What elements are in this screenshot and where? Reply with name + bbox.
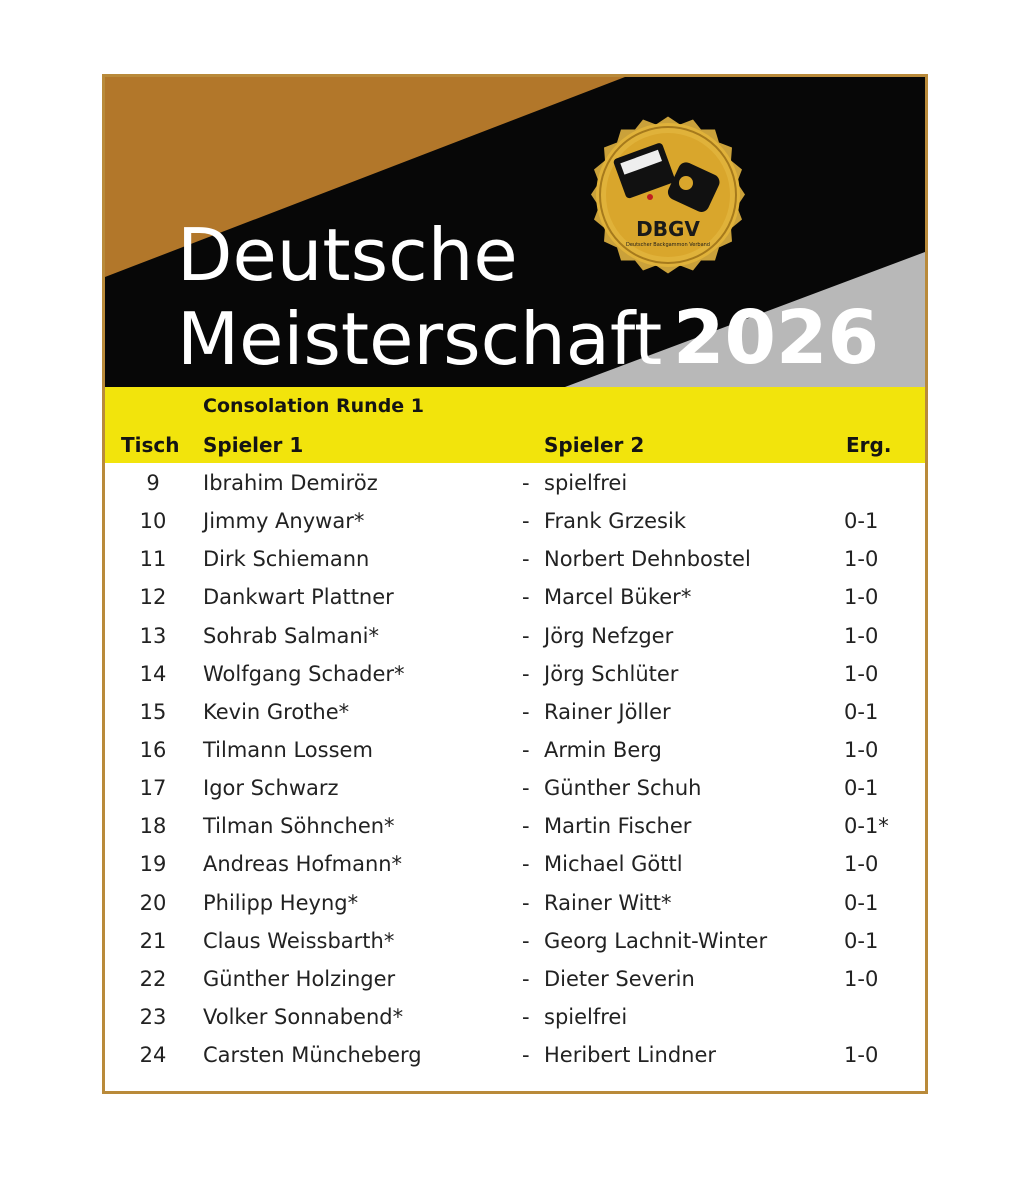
separator: -: [522, 776, 530, 801]
table-number: 14: [139, 661, 167, 686]
separator: -: [522, 699, 530, 724]
table-row: [105, 1039, 925, 1077]
result: 1-0: [844, 585, 879, 610]
table-number: 19: [139, 852, 167, 877]
player2-name: Marcel Büker*: [544, 585, 692, 610]
table-number: 23: [139, 1004, 167, 1029]
result: 1-0: [844, 966, 879, 991]
separator: -: [522, 928, 530, 953]
pairings-table: [105, 467, 925, 1077]
table-row: [105, 620, 925, 658]
table-row: [105, 772, 925, 810]
player1-name: Claus Weissbarth*: [203, 928, 395, 953]
table-row: [105, 467, 925, 505]
player1-name: Volker Sonnabend*: [203, 1004, 404, 1029]
table-number: 18: [139, 814, 167, 839]
table-row: [105, 1001, 925, 1039]
separator: -: [522, 1043, 530, 1068]
table-number: 21: [139, 928, 167, 953]
separator: -: [522, 471, 530, 495]
dbgv-logo-seal: [578, 105, 758, 285]
result: 1-0: [844, 852, 879, 877]
logo-text: DBGV: [636, 217, 700, 241]
table-number: 17: [139, 776, 167, 801]
table-number: 22: [139, 966, 167, 991]
table-row: [105, 734, 925, 772]
player2-name: Norbert Dehnbostel: [544, 547, 751, 572]
table-row: [105, 505, 925, 543]
player2-name: Günther Schuh: [544, 776, 702, 801]
player1-name: Igor Schwarz: [203, 776, 339, 801]
poster-frame: [102, 74, 928, 1094]
player2-name: Jörg Schlüter: [544, 661, 679, 686]
title-line-2: Meisterschaft: [177, 297, 663, 381]
separator: -: [522, 623, 530, 648]
player2-name: Rainer Jöller: [544, 699, 671, 724]
table-number: 11: [139, 547, 167, 572]
result: 0-1: [844, 509, 879, 534]
logo-subtext: Deutscher Backgammon Verband: [626, 242, 710, 248]
table-row: [105, 925, 925, 963]
table-number: 16: [139, 737, 167, 762]
separator: -: [522, 661, 530, 686]
table-row: [105, 581, 925, 619]
player2-name: spielfrei: [544, 1004, 628, 1029]
separator: -: [522, 509, 530, 534]
separator: -: [522, 737, 530, 762]
player1-name: Tilmann Lossem: [203, 737, 373, 762]
player2-name: Frank Grzesik: [544, 509, 686, 534]
title-line-1: Deutsche: [177, 213, 518, 297]
player1-name: Jimmy Anywar*: [203, 509, 365, 534]
player2-name: Armin Berg: [544, 737, 662, 762]
result: 1-0: [844, 1043, 879, 1068]
separator: -: [522, 814, 530, 839]
player2-name: Rainer Witt*: [544, 890, 672, 915]
player2-name: Martin Fischer: [544, 814, 692, 839]
separator: -: [522, 966, 530, 991]
table-number: 13: [139, 623, 167, 648]
result: 1-0: [844, 737, 879, 762]
table-number: 9: [146, 471, 160, 495]
column-header-table: Tisch: [121, 433, 180, 457]
title-year: 2026: [673, 295, 879, 381]
table-row: [105, 696, 925, 734]
player2-name: spielfrei: [544, 471, 628, 495]
separator: -: [522, 585, 530, 610]
table-header-bar: [105, 387, 925, 463]
result: 0-1: [844, 776, 879, 801]
table-row: [105, 810, 925, 848]
result: 1-0: [844, 547, 879, 572]
table-row: [105, 963, 925, 1001]
player2-name: Dieter Severin: [544, 966, 695, 991]
player2-name: Jörg Nefzger: [544, 623, 674, 648]
table-row: [105, 887, 925, 925]
separator: -: [522, 547, 530, 572]
column-header-player1: Spieler 1: [203, 433, 304, 457]
table-number: 24: [139, 1043, 167, 1068]
table-number: 20: [139, 890, 167, 915]
player1-name: Dankwart Plattner: [203, 585, 394, 610]
result: 0-1: [844, 699, 879, 724]
player1-name: Dirk Schiemann: [203, 547, 370, 572]
player1-name: Carsten Müncheberg: [203, 1043, 422, 1068]
table-number: 15: [139, 699, 167, 724]
player1-name: Philipp Heyng*: [203, 890, 359, 915]
separator: -: [522, 890, 530, 915]
player2-name: Georg Lachnit-Winter: [544, 928, 768, 953]
table-number: 10: [139, 509, 167, 534]
player1-name: Günther Holzinger: [203, 966, 396, 991]
round-label: Consolation Runde 1: [203, 395, 425, 417]
table-row: [105, 543, 925, 581]
column-header-player2: Spieler 2: [544, 433, 645, 457]
column-header-result: Erg.: [846, 433, 892, 457]
result: 1-0: [844, 623, 879, 648]
result: 0-1*: [844, 814, 889, 839]
player1-name: Ibrahim Demiröz: [203, 471, 378, 495]
header-banner: [105, 77, 925, 387]
player1-name: Kevin Grothe*: [203, 699, 350, 724]
player1-name: Tilman Söhnchen*: [203, 814, 395, 839]
player1-name: Sohrab Salmani*: [203, 623, 379, 648]
result: 0-1: [844, 928, 879, 953]
player2-name: Heribert Lindner: [544, 1043, 717, 1068]
table-row: [105, 848, 925, 886]
table-row: [105, 658, 925, 696]
separator: -: [522, 1004, 530, 1029]
separator: -: [522, 852, 530, 877]
table-number: 12: [139, 585, 167, 610]
player1-name: Wolfgang Schader*: [203, 661, 405, 686]
player2-name: Michael Göttl: [544, 852, 683, 877]
result: 1-0: [844, 661, 879, 686]
result: 0-1: [844, 890, 879, 915]
player1-name: Andreas Hofmann*: [203, 852, 403, 877]
